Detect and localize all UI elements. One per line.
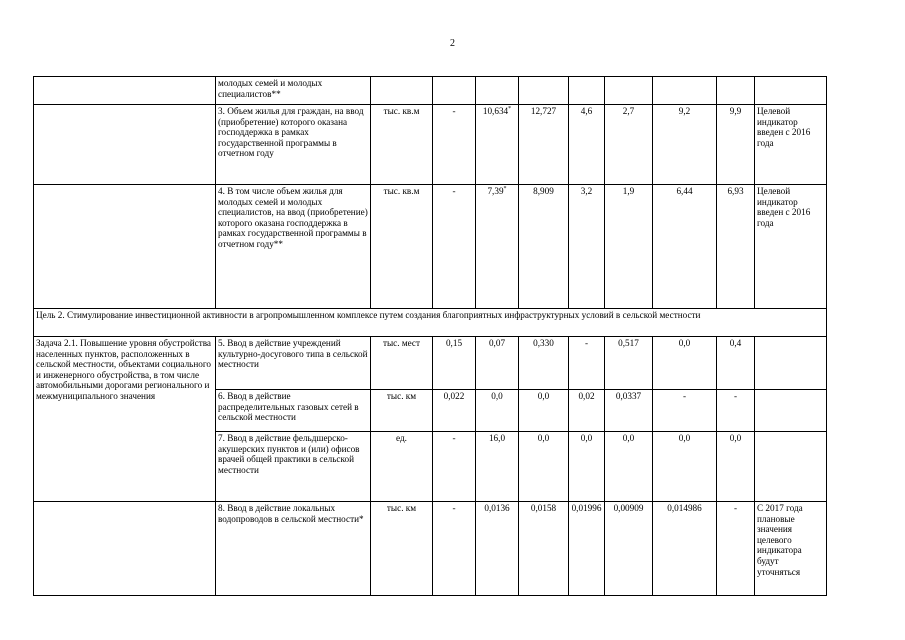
indicator-cell: 7. Ввод в действие фельдшерско-акушерских пунктов и (или) офисов врачей общей практики в сельской местности [216, 432, 371, 502]
value-cell: - [433, 185, 476, 309]
value-cell: 0,0136 [476, 502, 519, 596]
unit-cell: ед. [371, 432, 433, 502]
indicator-cell: 3. Объем жилья для граждан, на ввод (приобретение) которого оказана господдержка в рамках государственной программы в отчетном году [216, 105, 371, 185]
value-cell: 0,00909 [605, 502, 653, 596]
value-cell: - [717, 390, 755, 432]
value-cell: 12,727 [519, 105, 569, 185]
goal-heading: Цель 2. Стимулирование инвестиционной активности в агропромышленном комплексе путем создания благоприятных инфраструктурных условий в сельской местности [34, 309, 827, 337]
note-cell: Целевой индикатор введен с 2016 года [755, 185, 827, 309]
value-cell [519, 77, 569, 105]
value-cell: 0,0 [653, 337, 717, 390]
value-cell: 0,0 [519, 432, 569, 502]
value-cell [605, 77, 653, 105]
value-cell: 0,0337 [605, 390, 653, 432]
value-cell: 0,07 [476, 337, 519, 390]
value-cell: 0,330 [519, 337, 569, 390]
value-cell: 10,634* [476, 105, 519, 185]
indicator-cell: 6. Ввод в действие распределительных газовых сетей в сельской местности [216, 390, 371, 432]
page-number: 2 [450, 38, 455, 49]
value-cell: 3,2 [569, 185, 605, 309]
value-cell: 0,0 [605, 432, 653, 502]
value-cell: 1,9 [605, 185, 653, 309]
value-cell: 4,6 [569, 105, 605, 185]
value-cell: - [569, 337, 605, 390]
table-row [34, 185, 827, 309]
indicator-cell: молодых семей и молодых специалистов** [216, 77, 371, 105]
unit-cell: тыс. кв.м [371, 105, 433, 185]
value-cell: 0,0 [476, 390, 519, 432]
note-cell [755, 432, 827, 502]
value-cell: 0,517 [605, 337, 653, 390]
value-cell: - [433, 105, 476, 185]
value-cell: 0,02 [569, 390, 605, 432]
goal-row [34, 309, 827, 337]
value-cell: 0,022 [433, 390, 476, 432]
unit-cell: тыс. мест [371, 337, 433, 390]
note-cell [755, 77, 827, 105]
value-cell: 0,0 [519, 390, 569, 432]
value-cell [569, 77, 605, 105]
value-cell: 6,44 [653, 185, 717, 309]
task-cell [34, 105, 216, 185]
value-cell: 0,15 [433, 337, 476, 390]
unit-cell: тыс. км [371, 390, 433, 432]
task-cell [34, 185, 216, 309]
note-cell [755, 390, 827, 432]
indicator-cell: 4. В том числе объем жилья для молодых семей и молодых специалистов, на ввод (приобретение) которого оказана господдержка в рамках государственной программы в отчетном году** [216, 185, 371, 309]
value-cell [476, 77, 519, 105]
value-cell: 7,39* [476, 185, 519, 309]
value-cell: 0,01996 [569, 502, 605, 596]
value-cell: 0,0 [653, 432, 717, 502]
indicator-cell: 8. Ввод в действие локальных водопроводов в сельской местности* [216, 502, 371, 596]
value-cell: 6,93 [717, 185, 755, 309]
task-heading: Задача 2.1. Повышение уровня обустройства населенных пунктов, расположенных в сельской местности, объектами социального и инженерного обустройства, в том числе автомобильными дорогами регионального и межмуниципального значения [34, 337, 216, 502]
note-cell [755, 337, 827, 390]
value-cell: 0,4 [717, 337, 755, 390]
value-cell: 8,909 [519, 185, 569, 309]
table-row [34, 502, 827, 596]
value-cell: 0,0 [569, 432, 605, 502]
indicator-cell: 5. Ввод в действие учреждений культурно-досугового типа в сельской местности [216, 337, 371, 390]
value-cell [717, 77, 755, 105]
value-cell: 16,0 [476, 432, 519, 502]
unit-cell: тыс. кв.м [371, 185, 433, 309]
unit-cell [371, 77, 433, 105]
task-cell [34, 502, 216, 596]
task-cell [34, 77, 216, 105]
note-cell: С 2017 года плановые значения целевого индикатора будут уточняться [755, 502, 827, 596]
table-row [34, 337, 827, 390]
value-cell: 2,7 [605, 105, 653, 185]
indicators-table [33, 76, 827, 596]
value-cell: - [433, 432, 476, 502]
value-cell: 0,014986 [653, 502, 717, 596]
value-cell: 0,0 [717, 432, 755, 502]
value-cell: 0,0158 [519, 502, 569, 596]
value-cell [653, 77, 717, 105]
value-cell: - [653, 390, 717, 432]
table-row [34, 105, 827, 185]
value-cell: 9,2 [653, 105, 717, 185]
value-cell: - [717, 502, 755, 596]
value-cell [433, 77, 476, 105]
unit-cell: тыс. км [371, 502, 433, 596]
value-cell: 9,9 [717, 105, 755, 185]
note-cell: Целевой индикатор введен с 2016 года [755, 105, 827, 185]
value-cell: - [433, 502, 476, 596]
table-row [34, 77, 827, 105]
